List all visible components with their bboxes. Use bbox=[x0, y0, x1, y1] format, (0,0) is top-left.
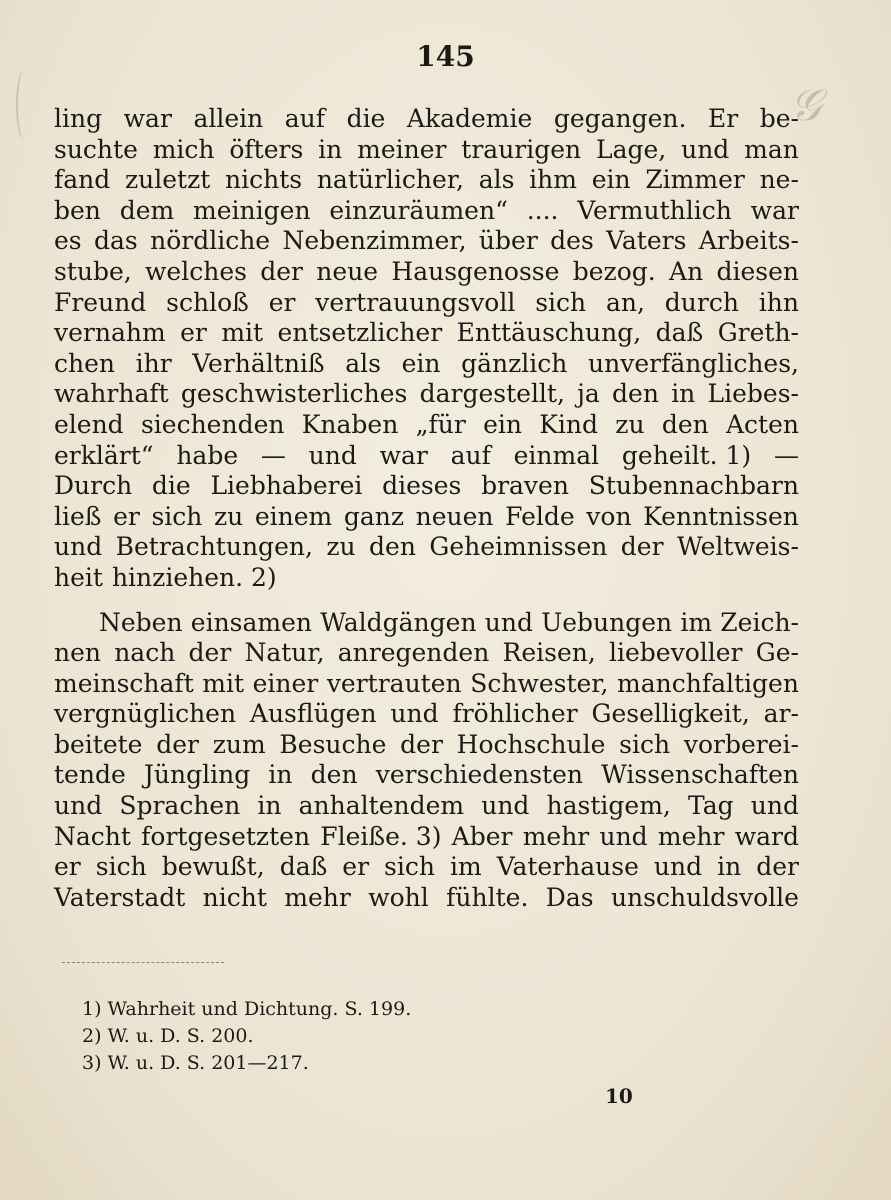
word: Uebungen bbox=[541, 607, 673, 637]
word: im bbox=[449, 852, 482, 882]
word: — bbox=[773, 440, 799, 470]
word: und bbox=[484, 607, 533, 637]
text-line bbox=[54, 257, 799, 288]
word: sich bbox=[151, 501, 203, 531]
word: neue bbox=[316, 256, 379, 286]
word: Ge- bbox=[755, 638, 799, 668]
word: elend bbox=[54, 409, 124, 439]
text-line bbox=[54, 699, 799, 730]
word: wahrhaft bbox=[54, 379, 169, 409]
word: nen bbox=[54, 638, 101, 668]
word: hastigem, bbox=[546, 791, 671, 821]
word: in bbox=[717, 852, 742, 882]
word: der bbox=[756, 852, 799, 882]
word: der bbox=[260, 256, 303, 286]
word: und bbox=[308, 440, 357, 470]
word: nichts bbox=[225, 165, 303, 195]
word: .... bbox=[526, 195, 559, 225]
word: sich bbox=[535, 287, 587, 317]
word: Greth- bbox=[717, 318, 799, 348]
word: Hochschule bbox=[456, 729, 606, 759]
word: ihn bbox=[758, 287, 799, 317]
word: siechenden bbox=[140, 409, 285, 439]
word: Jüngling bbox=[143, 760, 251, 790]
word: An bbox=[669, 256, 704, 286]
word: auf bbox=[284, 104, 326, 133]
word: natürlicher, bbox=[316, 165, 464, 195]
word: dargestellt, bbox=[419, 379, 565, 409]
body-text bbox=[54, 104, 799, 913]
word: entsetzlicher bbox=[277, 318, 443, 348]
word: Wissenschaften bbox=[601, 760, 799, 790]
word: Sprachen bbox=[119, 791, 241, 821]
word: und bbox=[750, 791, 799, 821]
word: ward bbox=[734, 821, 799, 851]
word: be- bbox=[759, 104, 799, 133]
word: über bbox=[478, 226, 538, 256]
word: Er bbox=[708, 104, 739, 133]
word: Vermuthlich bbox=[577, 195, 732, 225]
word: stube, bbox=[54, 256, 132, 286]
word: mit bbox=[202, 668, 245, 698]
word: zuletzt bbox=[124, 165, 211, 195]
word: der bbox=[620, 532, 664, 562]
word: Neben bbox=[99, 607, 183, 637]
word: tende bbox=[54, 760, 126, 790]
word: ganz bbox=[343, 501, 405, 531]
word: Betrachtungen, bbox=[115, 532, 313, 562]
word: Schwester, bbox=[470, 668, 609, 698]
word: ließ bbox=[54, 501, 102, 531]
word: in bbox=[671, 379, 696, 409]
word: vorberei- bbox=[683, 729, 799, 759]
word: daß bbox=[655, 318, 704, 348]
text-line bbox=[54, 563, 799, 594]
word: als bbox=[345, 348, 381, 378]
word: neuen bbox=[415, 501, 494, 531]
paragraph-2 bbox=[54, 608, 799, 914]
word: gegangen. bbox=[553, 104, 687, 133]
text-line bbox=[54, 165, 799, 196]
word: an, bbox=[605, 287, 645, 317]
word: ein bbox=[591, 165, 631, 195]
word: zu bbox=[326, 532, 356, 562]
signature-mark: 10 bbox=[605, 1084, 633, 1108]
word: er bbox=[180, 318, 207, 348]
word: beitete bbox=[54, 729, 143, 759]
word: ne- bbox=[759, 165, 799, 195]
word: auf bbox=[450, 440, 491, 470]
word: den bbox=[612, 379, 659, 409]
word: war bbox=[379, 440, 428, 470]
text-line bbox=[54, 822, 799, 853]
word: meinigen bbox=[193, 195, 311, 225]
word: Nebenzimmer, bbox=[282, 226, 467, 256]
word: dieses bbox=[382, 471, 462, 501]
word: Geselligkeit, bbox=[591, 699, 750, 729]
word: Vaterstadt bbox=[54, 882, 186, 912]
word: Hausgenosse bbox=[391, 256, 560, 286]
word: ein bbox=[401, 348, 441, 378]
word: Felde bbox=[505, 501, 575, 531]
word: Stubennachbarn bbox=[588, 471, 799, 501]
word: und bbox=[681, 134, 730, 164]
word: Vaters bbox=[606, 226, 687, 256]
word: welches bbox=[145, 256, 247, 286]
word: Natur, bbox=[244, 638, 325, 668]
word: in bbox=[318, 134, 343, 164]
word: vergnüglichen bbox=[54, 699, 237, 729]
text-line bbox=[54, 196, 799, 227]
text-line bbox=[54, 379, 799, 410]
word: verschiedensten bbox=[375, 760, 583, 790]
word: in bbox=[268, 760, 293, 790]
word: einsamen bbox=[190, 607, 313, 637]
word: Lage, bbox=[596, 134, 667, 164]
word: ben bbox=[54, 195, 101, 225]
word: allein bbox=[193, 104, 264, 133]
word: Zimmer bbox=[645, 165, 745, 195]
word: im bbox=[680, 607, 713, 637]
word: bewußt, bbox=[161, 852, 265, 882]
word: traurigen bbox=[461, 134, 582, 164]
word: unverfängliches, bbox=[588, 348, 799, 378]
word: vernahm bbox=[54, 318, 166, 348]
word: geheilt. 1) bbox=[621, 440, 752, 470]
word: Besuche bbox=[279, 729, 387, 759]
text-line bbox=[54, 349, 799, 380]
word: sich bbox=[384, 852, 435, 882]
text-line bbox=[54, 226, 799, 257]
word: zu bbox=[615, 409, 645, 439]
word: ja bbox=[577, 379, 600, 409]
text-line bbox=[54, 288, 799, 319]
text-line bbox=[54, 410, 799, 441]
word: der bbox=[188, 638, 232, 668]
word: ling bbox=[54, 104, 103, 133]
word: Nacht bbox=[54, 821, 131, 851]
word: Acten bbox=[725, 409, 799, 439]
pencil-mark-left bbox=[16, 70, 32, 140]
word: mehr bbox=[284, 882, 351, 912]
word: einmal bbox=[513, 440, 600, 470]
word: den bbox=[310, 760, 358, 790]
word: Akademie bbox=[406, 104, 533, 133]
word: liebevoller bbox=[609, 638, 743, 668]
word: und bbox=[54, 532, 103, 562]
word: ihr bbox=[135, 348, 172, 378]
word: ihm bbox=[529, 165, 577, 195]
word: er bbox=[268, 287, 296, 317]
text-line bbox=[54, 760, 799, 791]
word: vertrauten bbox=[326, 668, 462, 698]
word: Freund bbox=[54, 287, 147, 317]
word: heit bbox=[54, 562, 103, 592]
word: war bbox=[750, 195, 799, 225]
word: Liebes- bbox=[707, 379, 799, 409]
word: Waldgängen bbox=[320, 607, 477, 637]
word: die bbox=[151, 471, 191, 501]
text-line bbox=[54, 638, 799, 669]
word: sich bbox=[95, 852, 147, 882]
word: dem bbox=[119, 195, 175, 225]
word: „für bbox=[415, 409, 466, 439]
word: Zeich- bbox=[720, 607, 799, 637]
word: Enttäuschung, bbox=[456, 318, 642, 348]
text-line bbox=[54, 135, 799, 166]
word: hinziehen. 2) bbox=[111, 562, 277, 592]
footnote-1: 1) Wahrheit und Dichtung. S. 199. bbox=[82, 998, 412, 1020]
word: die bbox=[346, 104, 386, 133]
word: und bbox=[390, 699, 439, 729]
word: Das bbox=[545, 882, 594, 912]
word: fand bbox=[54, 165, 111, 195]
word: war bbox=[123, 104, 172, 133]
word: anhaltendem bbox=[298, 791, 465, 821]
word: anregenden bbox=[337, 638, 490, 668]
word: braven bbox=[481, 471, 569, 501]
word: er bbox=[113, 501, 140, 531]
word: meiner bbox=[357, 134, 447, 164]
text-line bbox=[54, 502, 799, 533]
word: und bbox=[481, 791, 530, 821]
word: als bbox=[478, 165, 515, 195]
word: den bbox=[369, 532, 416, 562]
word: und bbox=[54, 791, 103, 821]
word: schloß bbox=[166, 287, 249, 317]
word: bezog. bbox=[572, 256, 656, 286]
word: erklärt“ bbox=[54, 440, 154, 470]
word: der bbox=[400, 729, 443, 759]
word: sich bbox=[619, 729, 671, 759]
word: fröhlicher bbox=[452, 699, 578, 729]
word: daß bbox=[279, 852, 328, 882]
word: Tag bbox=[688, 791, 734, 821]
word: Liebhaberei bbox=[210, 471, 363, 501]
text-line bbox=[54, 532, 799, 563]
word: öfters bbox=[229, 134, 304, 164]
text-line bbox=[54, 471, 799, 502]
word: Vaterhause bbox=[496, 852, 639, 882]
word: in bbox=[257, 791, 282, 821]
footnote-2: 2) W. u. D. S. 200. bbox=[82, 1025, 254, 1047]
word: unschuldsvolle bbox=[610, 882, 799, 912]
word: Verhältniß bbox=[192, 348, 325, 378]
word: und bbox=[599, 821, 648, 851]
text-line bbox=[54, 608, 799, 639]
footnotes bbox=[82, 996, 411, 1077]
word: Ausflügen bbox=[249, 699, 377, 729]
word: Aber bbox=[451, 821, 513, 851]
word: Fleiße. 3) bbox=[320, 821, 442, 851]
text-line bbox=[54, 791, 799, 822]
word: zum bbox=[212, 729, 266, 759]
word: ein bbox=[483, 409, 522, 439]
word: mehr bbox=[522, 821, 590, 851]
word: Reisen, bbox=[502, 638, 596, 668]
word: Kenntnissen bbox=[643, 501, 799, 531]
word: von bbox=[586, 501, 632, 531]
word: zu bbox=[213, 501, 244, 531]
word: Geheimnissen bbox=[429, 532, 608, 562]
footnote-3: 3) W. u. D. S. 201—217. bbox=[82, 1052, 309, 1074]
word: und bbox=[653, 852, 703, 882]
word: nördliche bbox=[150, 226, 271, 256]
word: meinschaft bbox=[54, 668, 194, 698]
word: ar- bbox=[763, 699, 799, 729]
word: einzuräumen“ bbox=[329, 195, 508, 225]
word: wohl bbox=[368, 882, 429, 912]
word: einer bbox=[252, 668, 319, 698]
word: vertrauungsvoll bbox=[315, 287, 516, 317]
word: man bbox=[744, 134, 799, 164]
word: chen bbox=[54, 348, 115, 378]
word: durch bbox=[664, 287, 739, 317]
word: suchte bbox=[54, 134, 138, 164]
footnote-separator bbox=[62, 962, 224, 963]
page-number: 145 bbox=[416, 40, 475, 73]
word: er bbox=[54, 852, 81, 882]
paragraph-1 bbox=[54, 104, 799, 594]
text-line bbox=[54, 669, 799, 700]
word: mit bbox=[221, 318, 264, 348]
word: nach bbox=[114, 638, 176, 668]
text-line bbox=[54, 104, 799, 135]
word: der bbox=[156, 729, 199, 759]
word: Arbeits- bbox=[698, 226, 799, 256]
text-line bbox=[54, 730, 799, 761]
word: einem bbox=[254, 501, 333, 531]
text-line bbox=[54, 852, 799, 883]
word: es bbox=[54, 226, 82, 256]
word: nicht bbox=[202, 882, 267, 912]
word: — bbox=[260, 440, 286, 470]
word: das bbox=[93, 226, 138, 256]
word: gänzlich bbox=[461, 348, 568, 378]
word: mehr bbox=[657, 821, 725, 851]
word: geschwisterliches bbox=[180, 379, 408, 409]
word: habe bbox=[176, 440, 239, 470]
word: manchfaltigen bbox=[617, 668, 799, 698]
text-line bbox=[54, 883, 799, 914]
word: mich bbox=[152, 134, 215, 164]
text-line bbox=[54, 318, 799, 349]
word: fühlte. bbox=[446, 882, 529, 912]
word: des bbox=[550, 226, 594, 256]
word: er bbox=[342, 852, 370, 882]
word: Weltweis- bbox=[676, 532, 799, 562]
pencil-annotation: 𝒢 bbox=[790, 80, 822, 131]
text-line bbox=[54, 441, 799, 472]
word: Knaben bbox=[301, 409, 399, 439]
word: fortgesetzten bbox=[141, 821, 311, 851]
word: diesen bbox=[716, 256, 799, 286]
word: Kind bbox=[539, 409, 599, 439]
word: Durch bbox=[54, 471, 133, 501]
word: den bbox=[661, 409, 709, 439]
